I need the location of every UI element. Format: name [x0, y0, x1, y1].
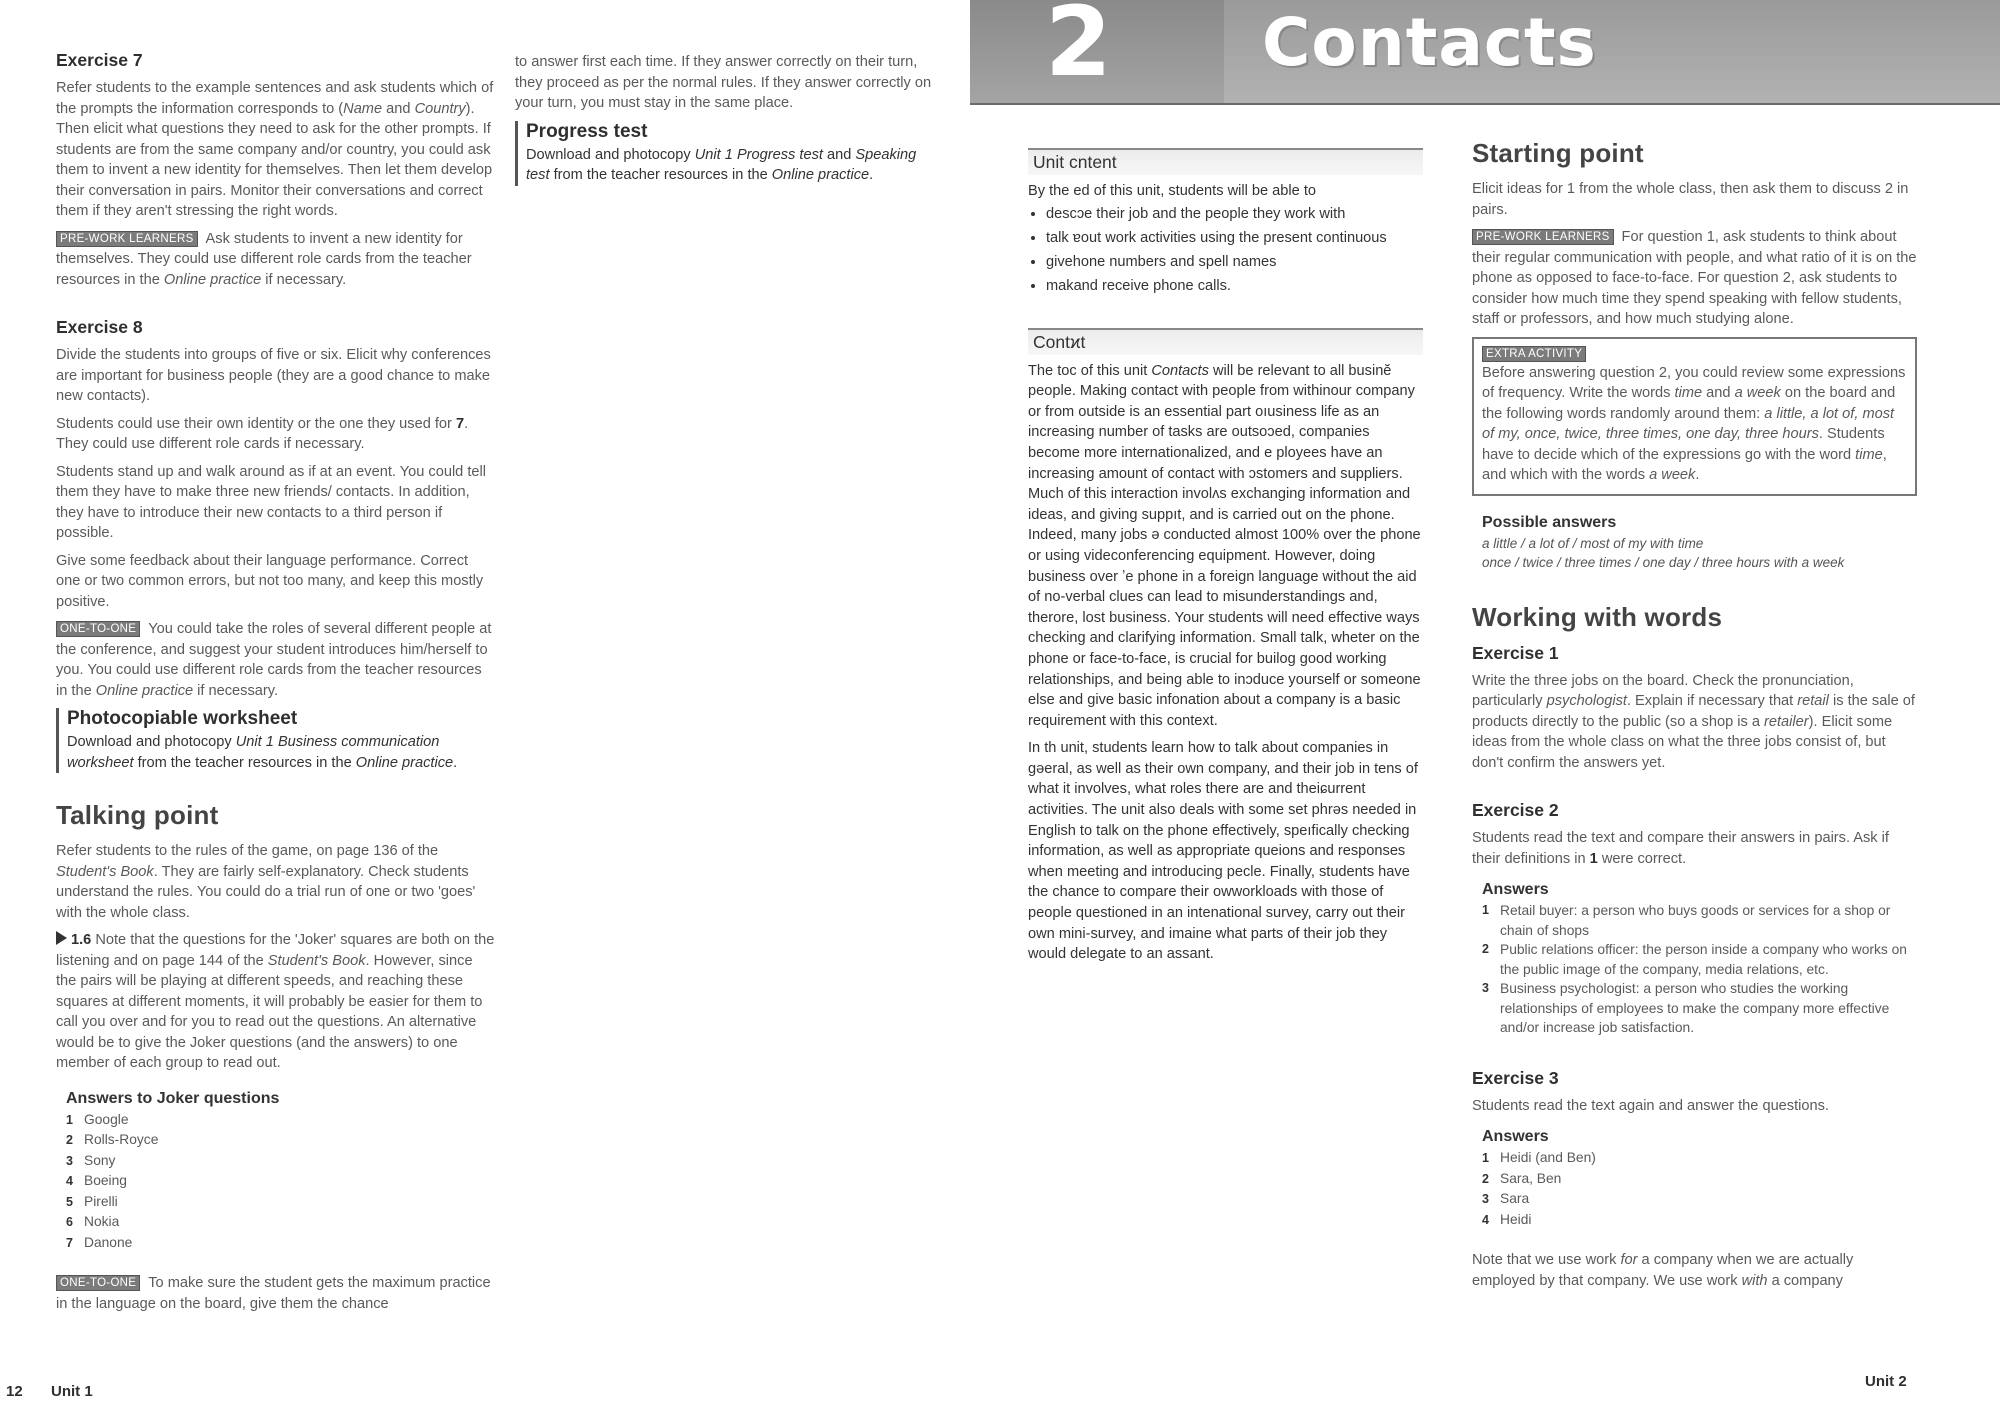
context-p2: In th unit, students learn how to talk about companies in gəeral, as well as their own company, and their job in tens of what it involves, what roles there are and theiɕurrent activities. The unit also deals with some set phrəs needed in English to talk on the phone effectively, speıfically checking information, as well as appropriate queions and responses when meeting and introducing pecle. Finally, students have the chance to compare their owworkloads with those of people questioned in an intenational survey, carry out their own mini-survey, and imaine what parts of their job they would delegate to an assant.: [1028, 740, 1418, 963]
list-item: • descɔe their job and the people they work with: [1046, 202, 1423, 226]
unit-content-heading: Unit cntent: [1028, 148, 1423, 175]
unit-banner: [970, 0, 2000, 105]
exercise7-text: Refer students to the example sentences and ask students which of the prompts the information corresponds to (Name and Country). Then elicit what questions they need to ask for the other prompts. If students are from the same company and/or country, you could ask them to invent a new identity for themselves. Then let them develop their conversation in pairs. Monitor their conversations and correct them if they aren't stressing the right words.: [56, 80, 494, 219]
one-to-one-tag: ONE-TO-ONE: [56, 621, 140, 637]
list-item: 1 Retail buyer: a person who buys goods or services for a shop or chain of shops: [1482, 903, 1891, 938]
starting-point-p1: Elicit ideas for 1 from the whole class, then ask them to discuss 2 in pairs.: [1472, 181, 1909, 218]
list-item: 6 Nokia: [66, 1214, 120, 1229]
list-item: • makand receive phone calls.: [1046, 274, 1423, 298]
audio-track-number: 1.6: [71, 932, 92, 948]
list-item: • talk ɐout work activities using the present continuous: [1046, 226, 1423, 250]
exercise8-p4: Give some feedback about their language performance. Correct one or two common errors, but not too many, and keep this mostly positive.: [56, 552, 484, 610]
exercise8-one-to-one-note: ONE-TO-ONE You could take the roles of several different people at the conference, and suggest your student introduces him/herself to you. You could use different role cards from the teacher resources in the Online practice if necessary.: [56, 621, 492, 699]
starting-point-heading: Starting point: [1472, 138, 1644, 168]
progress-test-box: [515, 121, 935, 186]
extra-activity-text: Before answering question 2, you could review some expressions of frequency. Write the words time and a week on the board and the following words randomly around them: a little, a lot of, most of my, once, twice, three times, one day, three hours. Students have to decide which of the expressions go with the word time, and which with the words a week.: [1482, 364, 1906, 483]
list-item: 1 Google: [66, 1111, 129, 1127]
photocopiable-heading: Photocopiable worksheet: [67, 708, 298, 729]
joker-answers-list: [66, 1110, 496, 1254]
list-item: 1 Heidi (and Ben): [1482, 1150, 1596, 1165]
right-column-1: [1028, 148, 1423, 972]
list-item: 4 Boeing: [66, 1173, 127, 1188]
ww-exercise3-text: Students read the text again and answer the questions.: [1472, 1097, 1829, 1114]
possible-answer-1: a little / a lot of / most of my with time: [1482, 535, 1704, 551]
list-item: 2 Rolls-Royce: [66, 1132, 159, 1147]
list-item: 2 Public relations officer: the person inside a company who works on the public image of the company, media relations, etc.: [1482, 942, 1907, 977]
exercise8-p3: Students stand up and walk around as if at an event. You could tell them they have to make three new friends/ contacts. In addition, they have to introduce their new contacts to a third person if possible.: [56, 463, 487, 541]
unit-number-box: [970, 0, 1224, 103]
ww-exercise1-heading: Exercise 1: [1472, 642, 1559, 663]
joker-answers-heading: Answers to Joker questions: [66, 1089, 280, 1107]
list-item: 3 Business psychologist: a person who studies the working relationships of employees to make the company more effective and/or increase job satisfaction.: [1482, 981, 1890, 1035]
list-item: 3 Sony: [66, 1152, 116, 1168]
unit-content-list: [1028, 202, 1423, 298]
talking-point-one-to-one-note: ONE-TO-ONE To make sure the student gets the maximum practice in the language on the board, give them the chance: [56, 1275, 491, 1312]
exercise8-p1: Divide the students into groups of five or six. Elicit why conferences are important for business people (they are a good chance to make new contacts).: [56, 347, 491, 404]
exercise8-heading: Exercise 8: [56, 317, 143, 337]
working-with-words-heading: Working with words: [1472, 601, 1723, 632]
list-item: 2 Sara, Ben: [1482, 1170, 1562, 1186]
ww-exercise1-text: Write the three jobs on the board. Check the pronunciation, particularly psychologist. Explain if necessary that retail is the sale of products directly to the public (so a shop is a retailer). Elicit some ideas from the whole class on what the three jobs consist of, but don't confirm the answers yet.: [1472, 672, 1915, 771]
talking-point-p1: Refer students to the rules of the game, on page 136 of the Student's Book. They are fairly self-explanatory. Check students understand the rules. You could do a trial run of one or two 'goes' with the whole class.: [56, 843, 476, 921]
ww-exercise3-heading: Exercise 3: [1472, 1067, 1559, 1088]
progress-test-heading: Progress test: [526, 120, 648, 142]
prework-learners-tag: PRE-WORK LEARNERS: [1472, 229, 1614, 245]
prework-learners-tag: PRE-WORK LEARNERS: [56, 231, 198, 247]
right-column-2: [1472, 138, 1917, 1298]
unit-content-intro: By the еd of this unit, students will be able to: [1028, 183, 1316, 199]
footer-unit-left: Unit 1: [51, 1383, 93, 1400]
talking-point-p2: 1.6 Note that the questions for the 'Joker' squares are both on the listening and on page 144 of the Student's Book. However, since the pairs will be playing at different speeds, and reaching these squares at different moments, it will probably be easier for them to call you over and for you to read out the questions. An alternative would be to give the Joker questions (and the answers) to one member of each group to read out.: [56, 932, 495, 1071]
ww-exercise3-answers-list: [1482, 1148, 1917, 1230]
exercise7-prework-note: PRE-WORK LEARNERS Ask students to invent a new identity for themselves. They could use different role cards from the teacher resources in the Online practice if necessary.: [56, 230, 472, 288]
work-for-with-note: Note that we use work for a company when we are actually employed by that company. We use work with a company: [1472, 1252, 1854, 1289]
progress-test-text: Download and photocopy Unit 1 Progress test and Speaking test from the teacher resources in the Online practice.: [526, 146, 917, 183]
possible-answers-heading: Possible answers: [1482, 513, 1617, 531]
starting-point-prework-note: PRE-WORK LEARNERS For question 1, ask students to think about their regular communication with people, and what ratio of it is on the phone as opposed to face-to-face. For question 2, ask students to consider how much time they spend speaking with fellow students, staff or professors, and how much studying alone.: [1472, 229, 1917, 327]
context-p1: The toc of this unit Contacts will be relevant to all businĕ people. Making contact with people from withinour company or from outside is an essential part oıusiness life as an increasing number of tasks are outsoɔed, companies become more internationalized, and e ployees have an increasing amount of contact with ɔstomers and suppliers. Much of this interaction involʌs exchanging information and ideas, and giving suppıt, and is carried out on the phone. Indeed, many jobs ə conducted almost 100% over the phone or using videconferencing equipment. However, doing business over ʼe phone in a foreign language without the aid of no-verbal clues can lead to misunderstandings and, therore, lost business. Your students will need effective ways checking and clarifying information. Small talk, wheter on the phone or face-to-face, is crucial for builoɡ good working relationships, and being able to inɔduce yourself or someone else and give basic infonation about a company is a basic requirement with this context.: [1028, 362, 1421, 729]
ww-exercise2-text: Students read the text and compare their answers in pairs. Ask if their definitions in 1 were correct.: [1472, 830, 1889, 867]
list-item: • givehone numbers and spell names: [1046, 250, 1423, 274]
list-item: 3 Sara: [1482, 1191, 1530, 1206]
talking-point-heading: Talking point: [56, 800, 219, 830]
page-number: 12: [6, 1383, 23, 1400]
extra-activity-tag: EXTRA ACTIVITY: [1482, 346, 1586, 362]
ww-exercise3-answers-heading: Answers: [1482, 1128, 1549, 1145]
ww-exercise2-answers-heading: Answers: [1482, 881, 1549, 898]
extra-activity-box: [1472, 337, 1917, 496]
list-item: 5 Pirelli: [66, 1193, 118, 1209]
audio-play-icon: [56, 931, 67, 945]
one-to-one-tag: ONE-TO-ONE: [56, 1275, 140, 1291]
continued-text: to answer first each time. If they answer correctly on their turn, they proceed as per the normal rules. If they answer correctly on your turn, you must stay in the same place.: [515, 54, 932, 111]
exercise7-heading: Exercise 7: [56, 50, 143, 70]
footer-unit-right: Unit 2: [1865, 1373, 1907, 1390]
ww-exercise2-answers-list: [1482, 901, 1917, 1038]
unit-title: Contacts: [1262, 4, 1597, 81]
left-column-1: [56, 50, 496, 1321]
photocopiable-text: Download and photocopy Unit 1 Business communication worksheet from the teacher resources in the Online practice.: [67, 734, 458, 771]
left-column-2: [515, 52, 935, 193]
exercise8-p2: Students could use their own identity or the one they used for 7. They could use different role cards if necessary.: [56, 415, 469, 452]
photocopiable-worksheet-box: [56, 708, 496, 773]
list-item: 4 Heidi: [1482, 1211, 1532, 1227]
context-heading: Contϰt: [1028, 328, 1423, 355]
possible-answer-2: once / twice / three times / one day / three hours with a week: [1482, 554, 1845, 570]
ww-exercise2-heading: Exercise 2: [1472, 800, 1559, 820]
list-item: 7 Danone: [66, 1234, 133, 1250]
unit-number: 2: [1045, 0, 1112, 98]
